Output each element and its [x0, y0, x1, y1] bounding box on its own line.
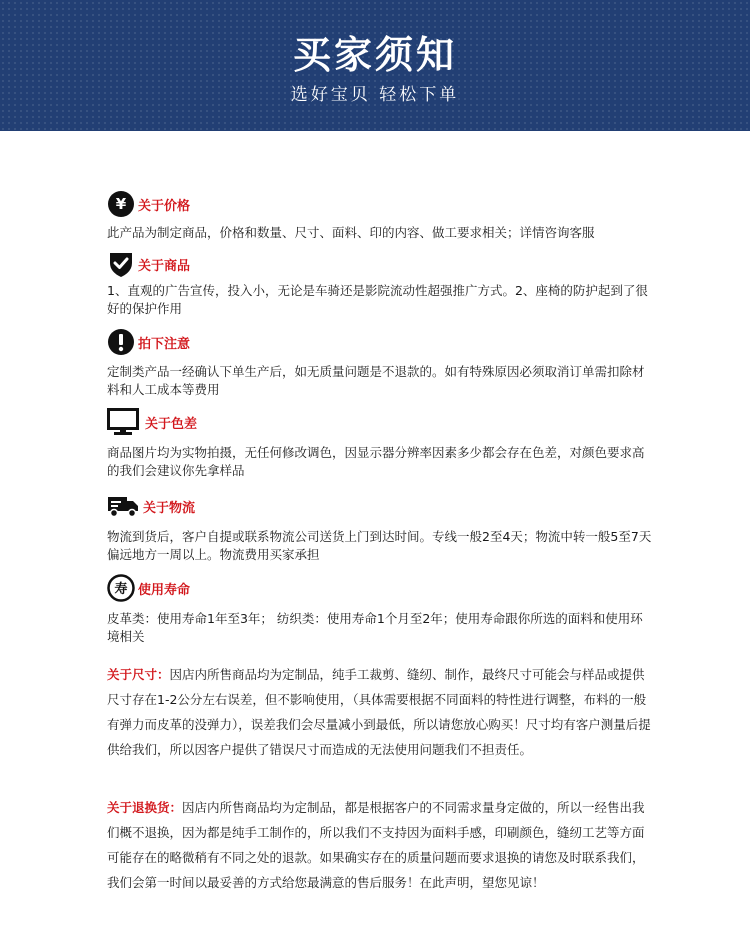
section-title: 拍下注意: [138, 337, 191, 352]
section-notice-text: 定制类产品一经确认下单生产后，如无质量问题是不退款的。如有特殊原因必须取消订单需扣除材料和人工成本等费用: [107, 364, 645, 397]
note-returns-text: 因店内所售商品均为定制品，都是根据客户的不同需求量身定做的，所以一经售出我们概不退换，因为都是纯手工制作的，所以我们不支持因为面料手感，印刷颜色，缝纫工艺等方面可能存在的略微稍有不同之处的退款。如果确实存在的质量问题而要求退换的请您及时联系我们，我们会第一时间以最妥善的方式给您最满意的售后服务！在此声明，望您见谅！: [107, 800, 645, 890]
section-price-text: 此产品为制定商品，价格和数量、尺寸、面料、印的内容、做工要求相关；详情咨询客服: [107, 225, 595, 240]
section-lifespan-text: 皮革类：使用寿命1年至3年； 纺织类：使用寿命1个月至2年；使用寿命跟你所选的面料和使用环境相关: [107, 611, 643, 644]
page-header: [0, 0, 750, 131]
header-subtitle: 选好宝贝 轻松下单: [290, 85, 460, 105]
yen-icon: [107, 190, 135, 218]
shield-check-icon: [107, 250, 135, 278]
section-title: 关于色差: [145, 417, 198, 432]
section-title: 关于商品: [138, 259, 191, 274]
section-color-text: 商品图片均为实物拍摄，无任何修改调色，因显示器分辨率因素多少都会存在色差，对颜色要求高的我们会建议你先拿样品: [107, 445, 645, 478]
exclamation-icon: [107, 328, 135, 356]
section-product-text: 1、直观的广告宣传，投入小，无论是车骑还是影院流动性超强推广方式。2、座椅的防护起到了很好的保护作用: [107, 283, 648, 316]
note-size-label: 关于尺寸：: [107, 667, 170, 682]
truck-icon: [107, 492, 139, 520]
section-logistics-text: 物流到货后，客户自提或联系物流公司送货上门到达时间。专线一般2至4天；物流中转一般5至7天偏远地方一周以上。物流费用买家承担: [107, 529, 652, 562]
header-title: 买家须知: [292, 33, 457, 77]
note-size-text: 因店内所售商品均为定制品，纯手工裁剪、缝纫、制作，最终尺寸可能会与样品或提供尺寸存在1-2公分左右误差，但不影响使用，（具体需要根据不同面料的特性进行调整，布料的一般有弹力而皮革的没弹力），误差我们会尽量减小到最低，所以请您放心购买！尺寸均有客户测量后提供给我们，所以因客户提供了错误尺寸而造成的无法使用问题我们不担责任。: [107, 667, 651, 757]
note-returns: [107, 795, 655, 895]
section-title: 关于物流: [143, 501, 196, 516]
svg-text:¥: ¥: [115, 195, 127, 213]
monitor-icon: [107, 408, 139, 436]
longevity-icon-char: 寿: [114, 582, 128, 597]
longevity-icon: [107, 574, 135, 602]
section-title: 关于价格: [138, 199, 191, 214]
note-size: [107, 662, 655, 762]
note-returns-label: 关于退换货：: [107, 800, 183, 815]
section-title: 使用寿命: [138, 583, 191, 598]
